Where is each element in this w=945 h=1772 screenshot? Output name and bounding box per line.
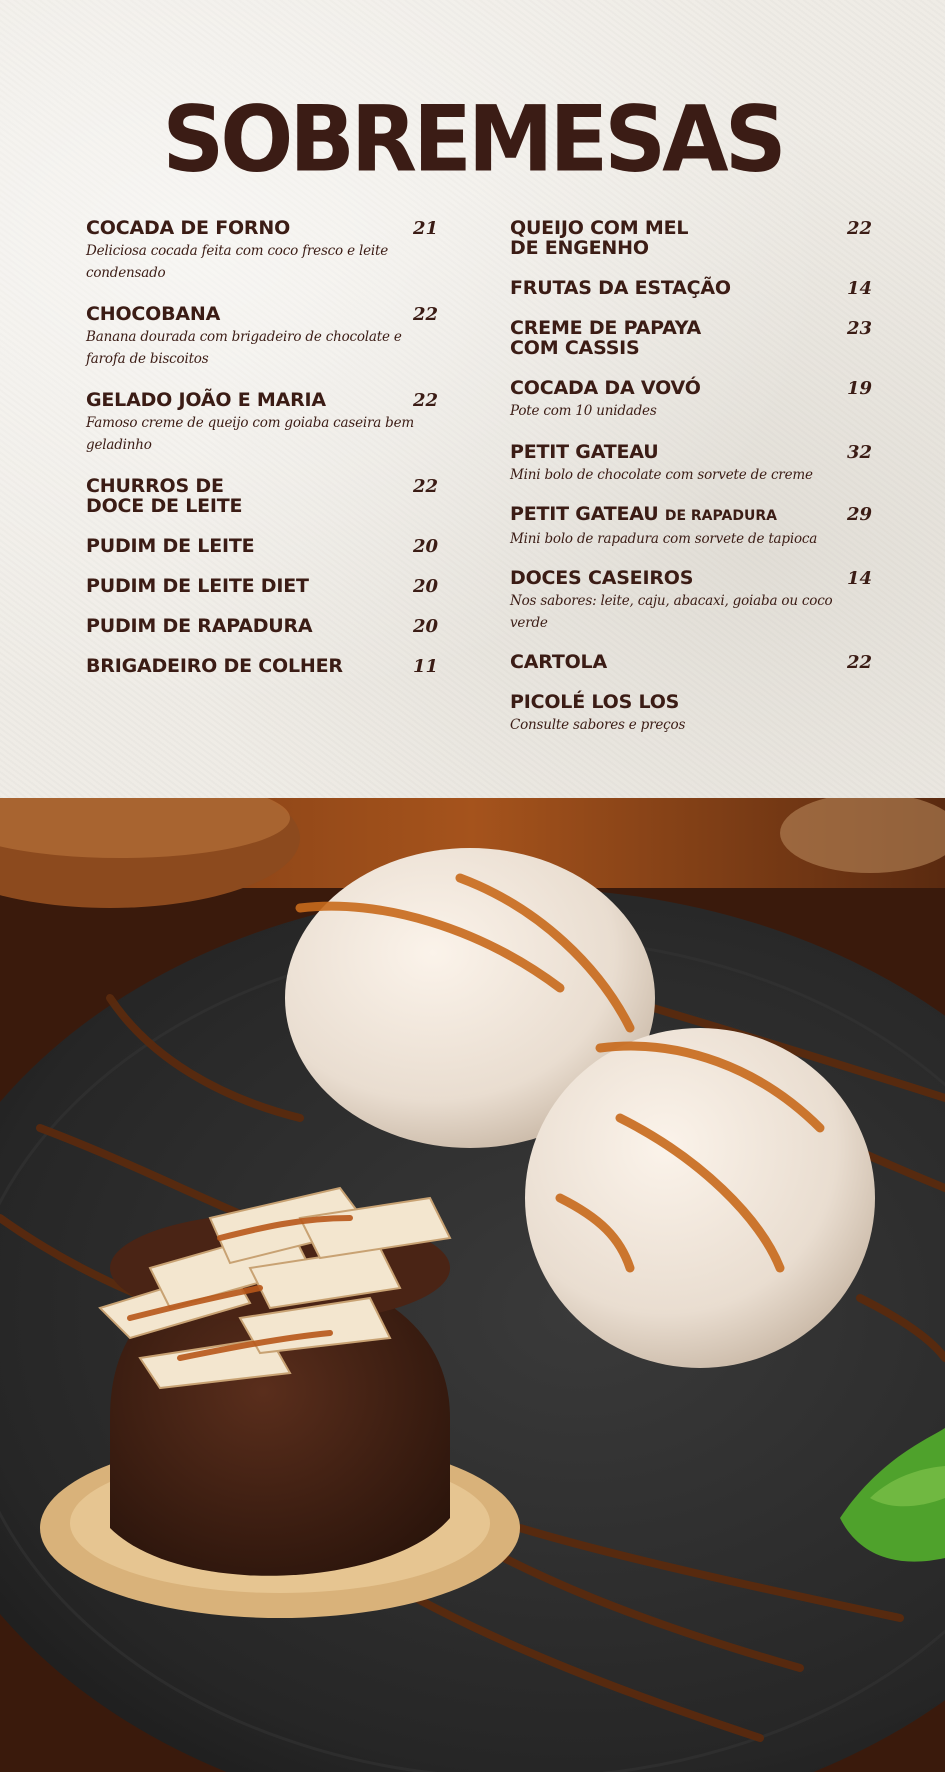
menu-item-price: 22 [412,304,438,325]
menu-item [510,568,872,634]
menu-item-price: 14 [846,568,872,589]
menu-item-name [510,378,872,398]
menu-item-name [86,304,438,324]
menu-item-price: 22 [412,476,438,497]
menu-column-right [510,218,872,736]
menu-item-name-text: CHURROS DE DOCE DE LEITE [86,475,243,517]
menu-item-price: 20 [412,576,438,597]
menu-item-name [86,536,438,556]
menu-item-name [510,568,872,588]
menu-item-price: 21 [412,218,438,239]
menu-item [86,304,438,370]
menu-item-name [86,218,438,238]
menu-item-name-text: PUDIM DE LEITE [86,535,255,557]
menu-item-name-text: GELADO JOÃO E MARIA [86,389,326,411]
menu-item-name [510,278,872,298]
menu-item-name-text: PUDIM DE LEITE DIET [86,575,309,597]
menu-item-price: 19 [846,378,872,399]
menu-item [86,218,438,284]
menu-item-name [510,652,872,672]
menu-item-name-text: PUDIM DE RAPADURA [86,615,313,637]
menu-item [510,278,872,298]
menu-item [510,652,872,672]
menu-item [86,576,438,596]
menu-title: SOBREMESAS [162,87,783,193]
menu-item-price: 29 [846,504,872,525]
menu-item [510,504,872,550]
menu-item-description: Consulte sabores e preços [510,717,686,733]
menu-item [510,318,872,358]
menu-item-name [86,656,438,676]
menu-item-price: 22 [846,652,872,673]
menu-item-name-text: PETIT GATEAU [510,503,659,525]
menu-item [510,442,872,486]
menu-item-name [510,692,872,712]
menu-item [510,692,872,736]
menu-item-description: Mini bolo de rapadura com sorvete de tapioca [510,531,818,547]
menu-item-description: Deliciosa cocada feita com coco fresco e leite condensado [86,243,388,281]
menu-item-price: 22 [846,218,872,239]
menu-column-left [86,218,438,676]
menu-item [510,218,872,258]
menu-item-price: 14 [846,278,872,299]
menu-item-price: 23 [846,318,872,339]
menu-item-price: 22 [412,390,438,411]
menu-item [510,378,872,422]
dessert-photo [0,798,945,1772]
menu-item-name [510,504,872,526]
menu-item-name-text: COCADA DA VOVÓ [510,377,701,399]
menu-item-description: Banana dourada com brigadeiro de chocolate e farofa de biscoitos [86,329,402,367]
menu-item-price: 20 [412,616,438,637]
menu-item-name-suffix: DE RAPADURA [664,508,777,524]
menu-item-name [510,218,872,258]
menu-item-name-text: DOCES CASEIROS [510,567,694,589]
menu-item-name-text: PICOLÉ LOS LOS [510,691,680,713]
menu-item-name-text: COCADA DE FORNO [86,217,291,239]
menu-item-description: Nos sabores: leite, caju, abacaxi, goiaba ou coco verde [510,593,833,631]
menu-item-name [86,576,438,596]
menu-item [86,536,438,556]
menu-item-name [86,390,438,410]
menu-item-name-text: CHOCOBANA [86,303,221,325]
dessert-illustration [0,798,945,1772]
menu-item-name [86,476,438,516]
menu-item [86,390,438,456]
menu-item [86,616,438,636]
menu-item-price: 20 [412,536,438,557]
menu-item-name-text: CREME DE PAPAYA COM CASSIS [510,317,702,359]
menu-item-name-text: CARTOLA [510,651,607,673]
menu-item [86,656,438,676]
menu-item-description: Mini bolo de chocolate com sorvete de creme [510,467,813,483]
menu-item-description: Famoso creme de queijo com goiaba caseira bem geladinho [86,415,414,453]
menu-item-price: 11 [412,656,438,677]
menu-item-description: Pote com 10 unidades [510,403,657,419]
menu-item-name-text: BRIGADEIRO DE COLHER [86,655,343,677]
menu-item-name-text: QUEIJO COM MEL DE ENGENHO [510,217,689,259]
menu-item-name-text: FRUTAS DA ESTAÇÃO [510,277,731,299]
menu-item-name [510,318,872,358]
menu-item-name [510,442,872,462]
menu-item-price: 32 [846,442,872,463]
menu-item [86,476,438,516]
menu-item-name [86,616,438,636]
menu-item-name-text: PETIT GATEAU [510,441,659,463]
